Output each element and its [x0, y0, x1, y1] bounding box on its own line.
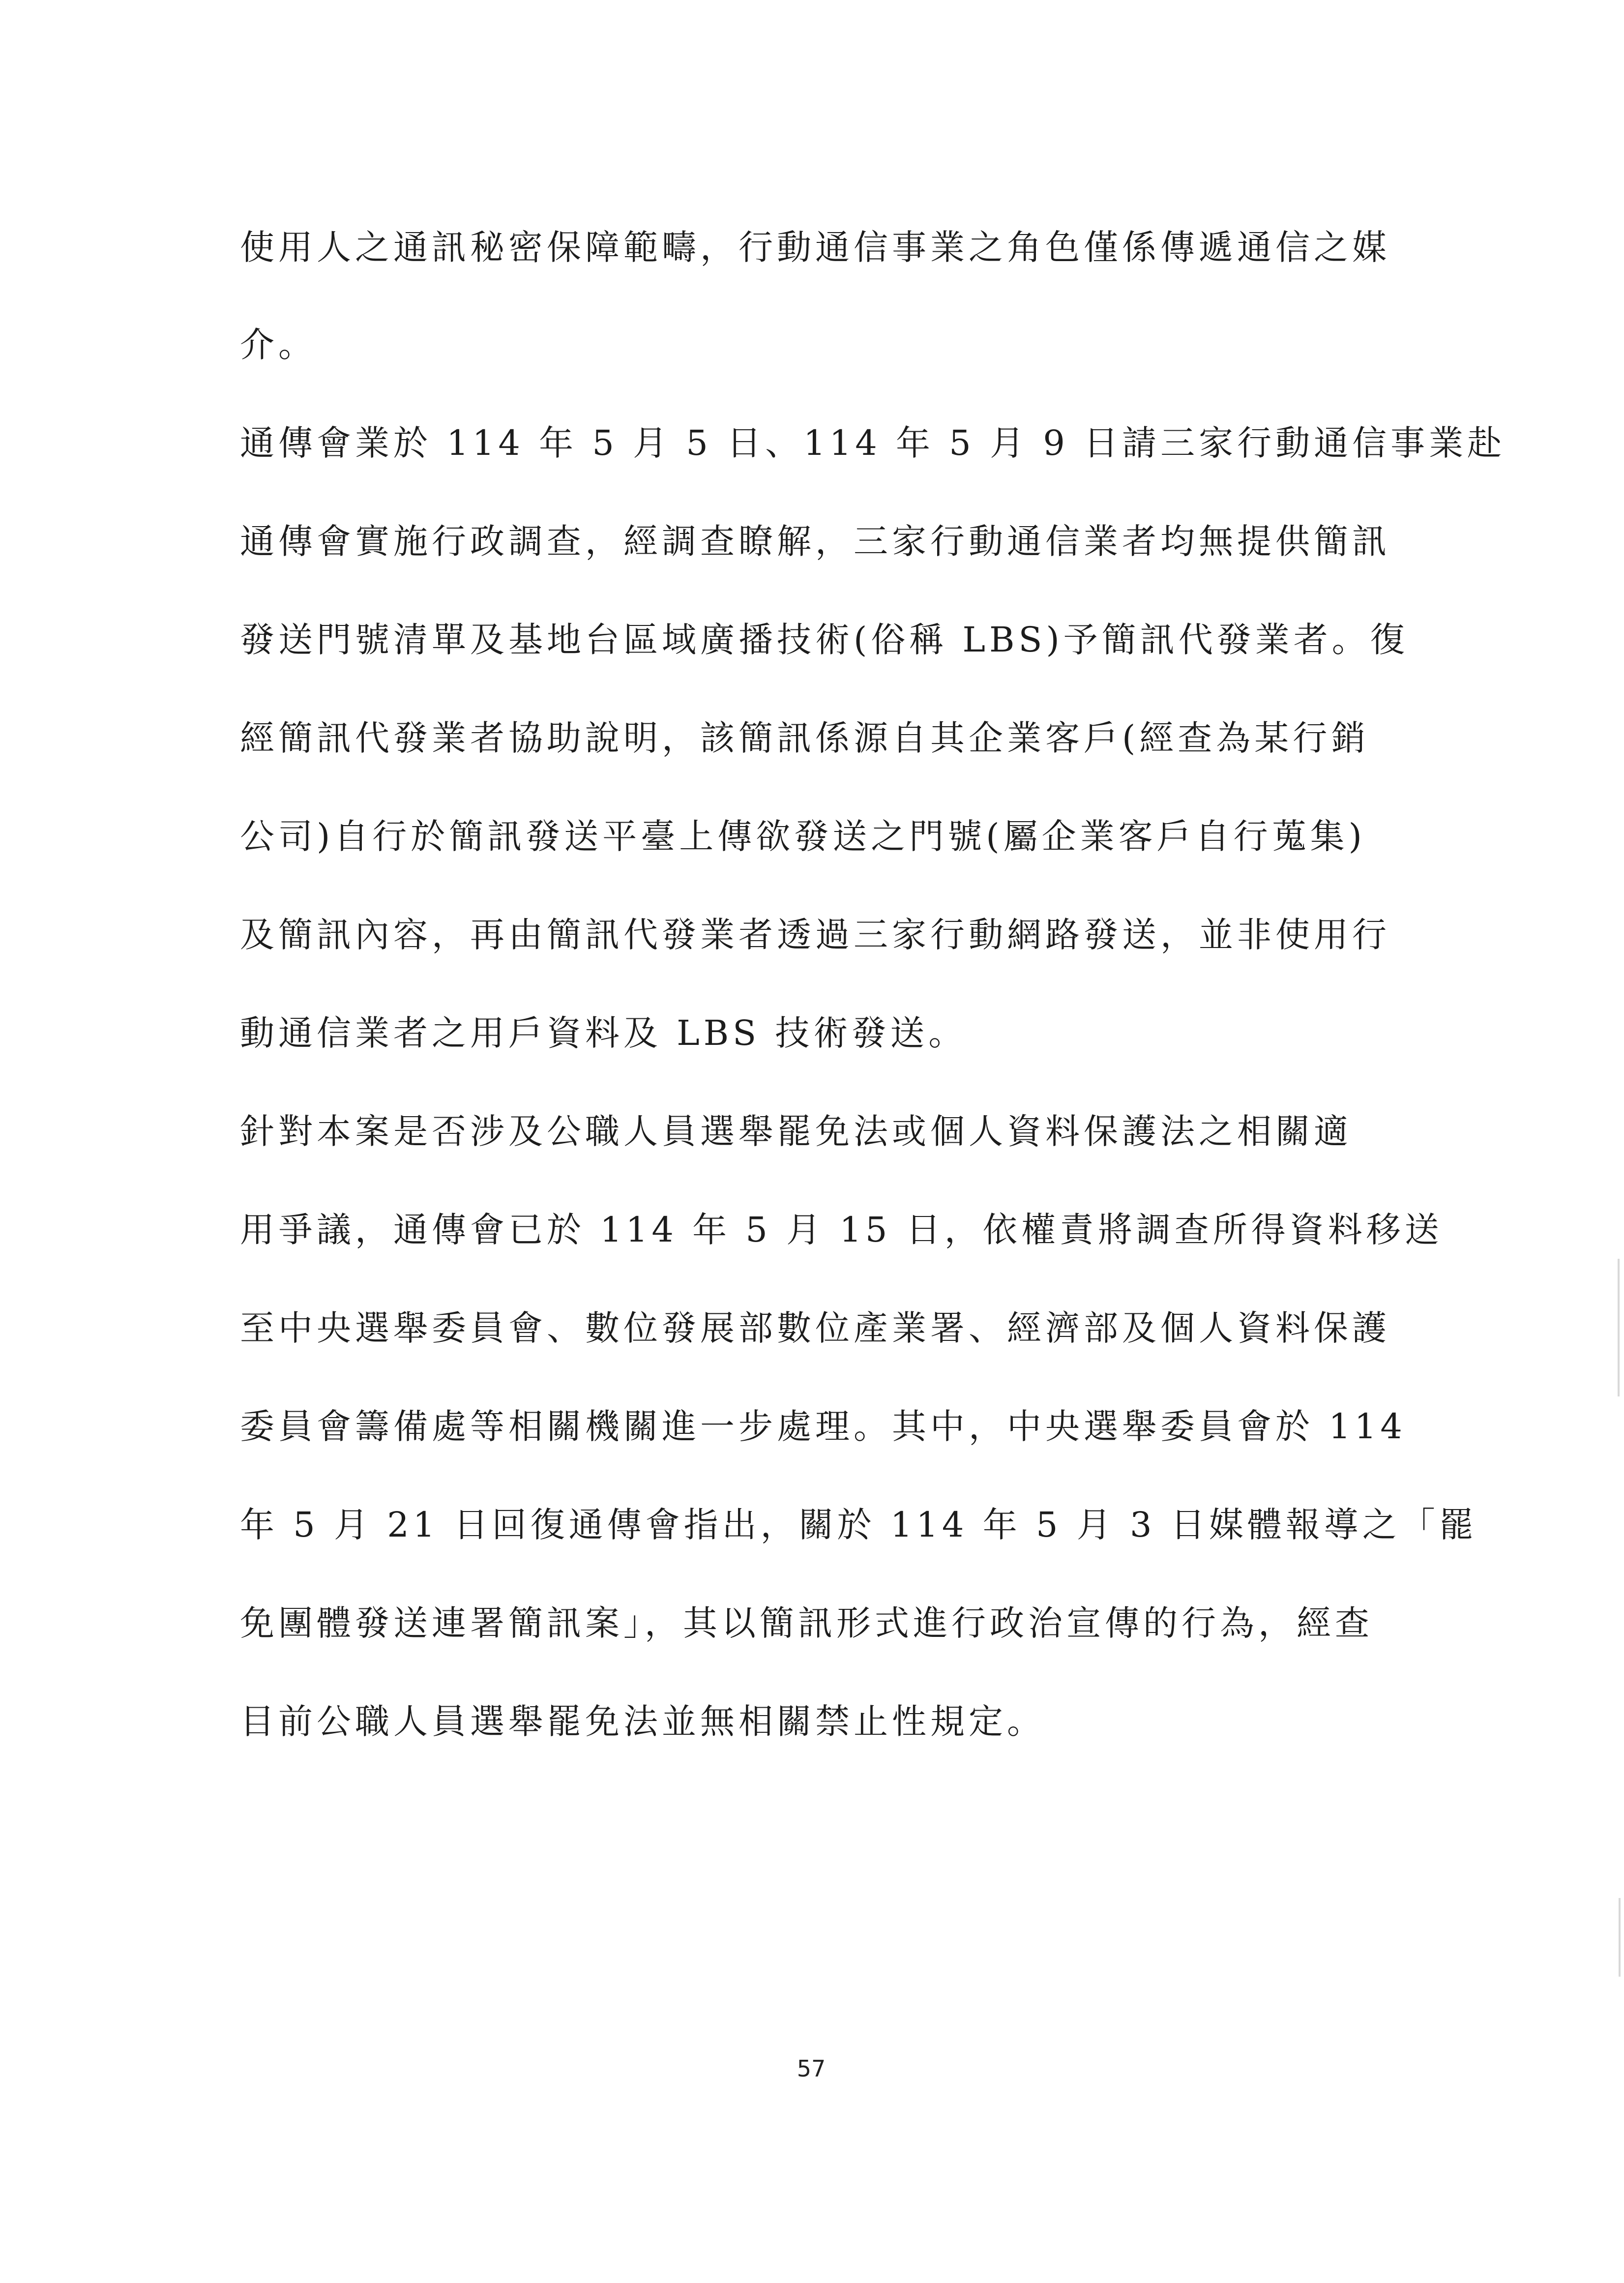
text-line: 針對本案是否涉及公職人員選舉罷免法或個人資料保護法之相關適	[240, 1111, 1352, 1152]
text-line: 使用人之通訊秘密保障範疇，行動通信事業之角色僅係傳遞通信之媒	[240, 227, 1390, 267]
text-line: 用爭議，通傳會已於 114 年 5 月 15 日，依權責將調查所得資料移送	[240, 1210, 1443, 1250]
text-line: 免團體發送連署簡訊案」，其以簡訊形式進行政治宣傳的行為，經查	[240, 1603, 1373, 1643]
text-line: 公司)自行於簡訊發送平臺上傳欲發送之門號(屬企業客戶自行蒐集)	[240, 816, 1366, 857]
text-line: 發送門號清單及基地台區域廣播技術(俗稱 LBS)予簡訊代發業者。復	[240, 620, 1409, 660]
scan-artifact	[1618, 1259, 1620, 1396]
text-line: 動通信業者之用戶資料及 LBS 技術發送。	[240, 1013, 967, 1053]
page-number: 57	[797, 2055, 826, 2082]
text-line: 目前公職人員選舉罷免法並無相關禁止性規定。	[240, 1701, 1045, 1742]
text-line: 委員會籌備處等相關機關進一步處理。其中，中央選舉委員會於 114	[240, 1406, 1406, 1447]
text-line: 至中央選舉委員會、數位發展部數位產業署、經濟部及個人資料保護	[240, 1308, 1390, 1348]
text-line: 經簡訊代發業者協助說明，該簡訊係源自其企業客戶(經查為某行銷	[240, 718, 1370, 758]
text-line: 及簡訊內容，再由簡訊代發業者透過三家行動網路發送，並非使用行	[240, 915, 1390, 955]
scan-artifact	[1619, 1898, 1621, 1977]
text-line: 介。	[240, 325, 317, 365]
text-line: 年 5 月 21 日回復通傳會指出，關於 114 年 5 月 3 日媒體報導之「罷	[240, 1505, 1477, 1545]
text-line: 通傳會業於 114 年 5 月 5 日、114 年 5 月 9 日請三家行動通信事業赴	[240, 423, 1506, 463]
text-line: 通傳會實施行政調查，經調查瞭解，三家行動通信業者均無提供簡訊	[240, 521, 1390, 562]
